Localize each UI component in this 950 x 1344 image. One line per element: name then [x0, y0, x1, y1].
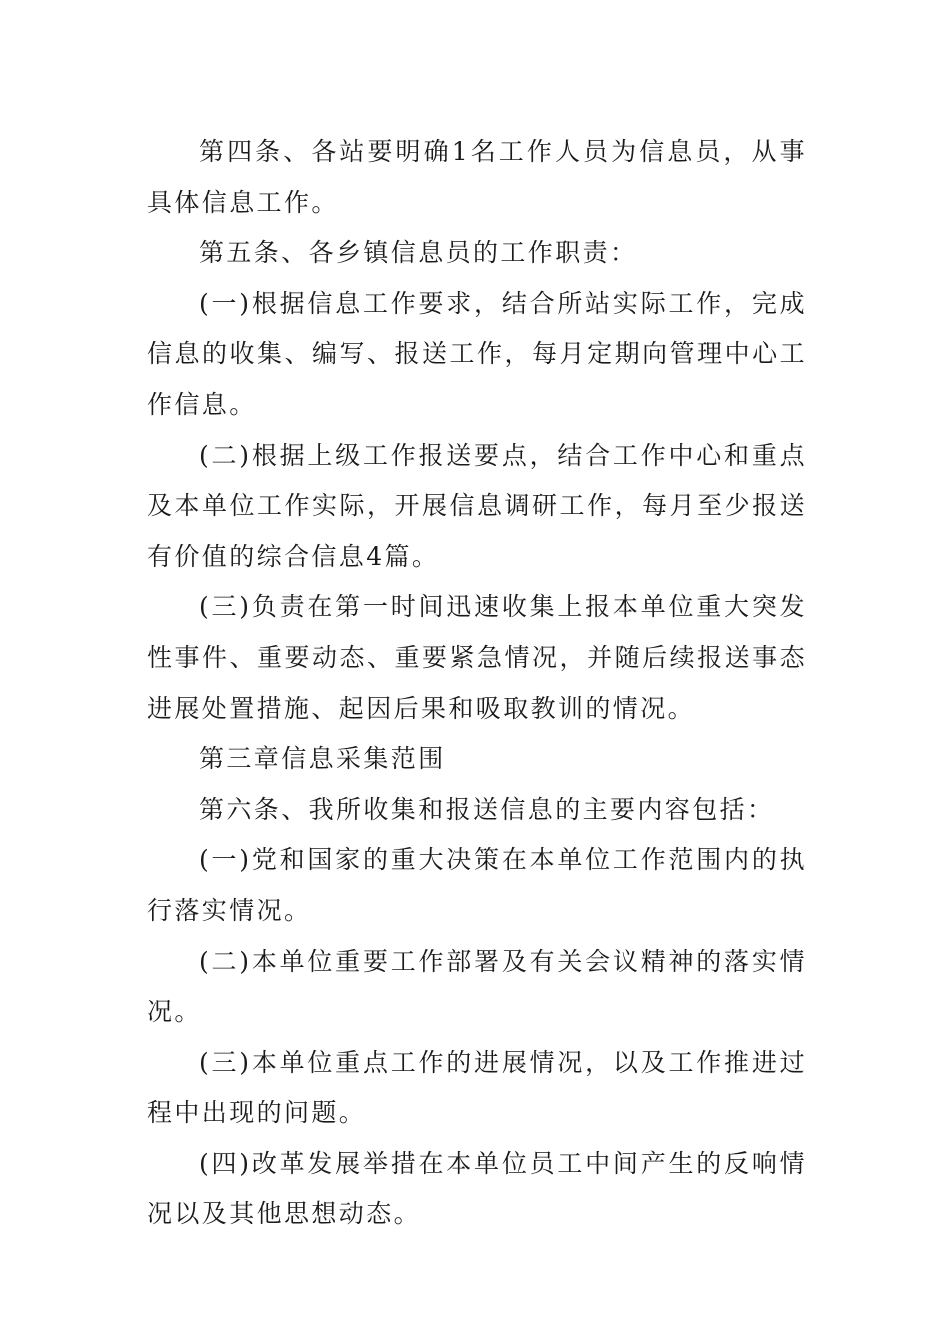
article-5-item-2: (二)根据上级工作报送要点，结合工作中心和重点及本单位工作实际，开展信息调研工作，每月至少报送有价值的综合信息4篇。	[147, 440, 807, 571]
chapter-3-title: 第三章信息采集范围	[199, 744, 446, 774]
article-4-paragraph: 第四条、各站要明确1名工作人员为信息员，从事具体信息工作。	[147, 137, 807, 217]
article-6-heading: 第六条、我所收集和报送信息的主要内容包括：	[199, 794, 775, 824]
document-body	[147, 127, 807, 1240]
article-6-item-3: (三)本单位重点工作的进展情况，以及工作推进过程中出现的问题。	[147, 1047, 807, 1128]
article-5-item-1: (一)根据信息工作要求，结合所站实际工作，完成信息的收集、编写、报送工作，每月定期向管理中心工作信息。	[147, 288, 807, 419]
article-5-heading: 第五条、各乡镇信息员的工作职责：	[199, 238, 638, 268]
article-6-item-1: (一)党和国家的重大决策在本单位工作范围内的执行落实情况。	[147, 845, 807, 925]
article-6-item-2: (二)本单位重要工作部署及有关会议精神的落实情况。	[147, 946, 807, 1027]
article-6-item-4: (四)改革发展举措在本单位员工中间产生的反响情况以及其他思想动态。	[147, 1148, 807, 1229]
article-5-item-3: (三)负责在第一时间迅速收集上报本单位重大突发性事件、重要动态、重要紧急情况，并随后续报送事态进展处置措施、起因后果和吸取教训的情况。	[147, 592, 807, 723]
